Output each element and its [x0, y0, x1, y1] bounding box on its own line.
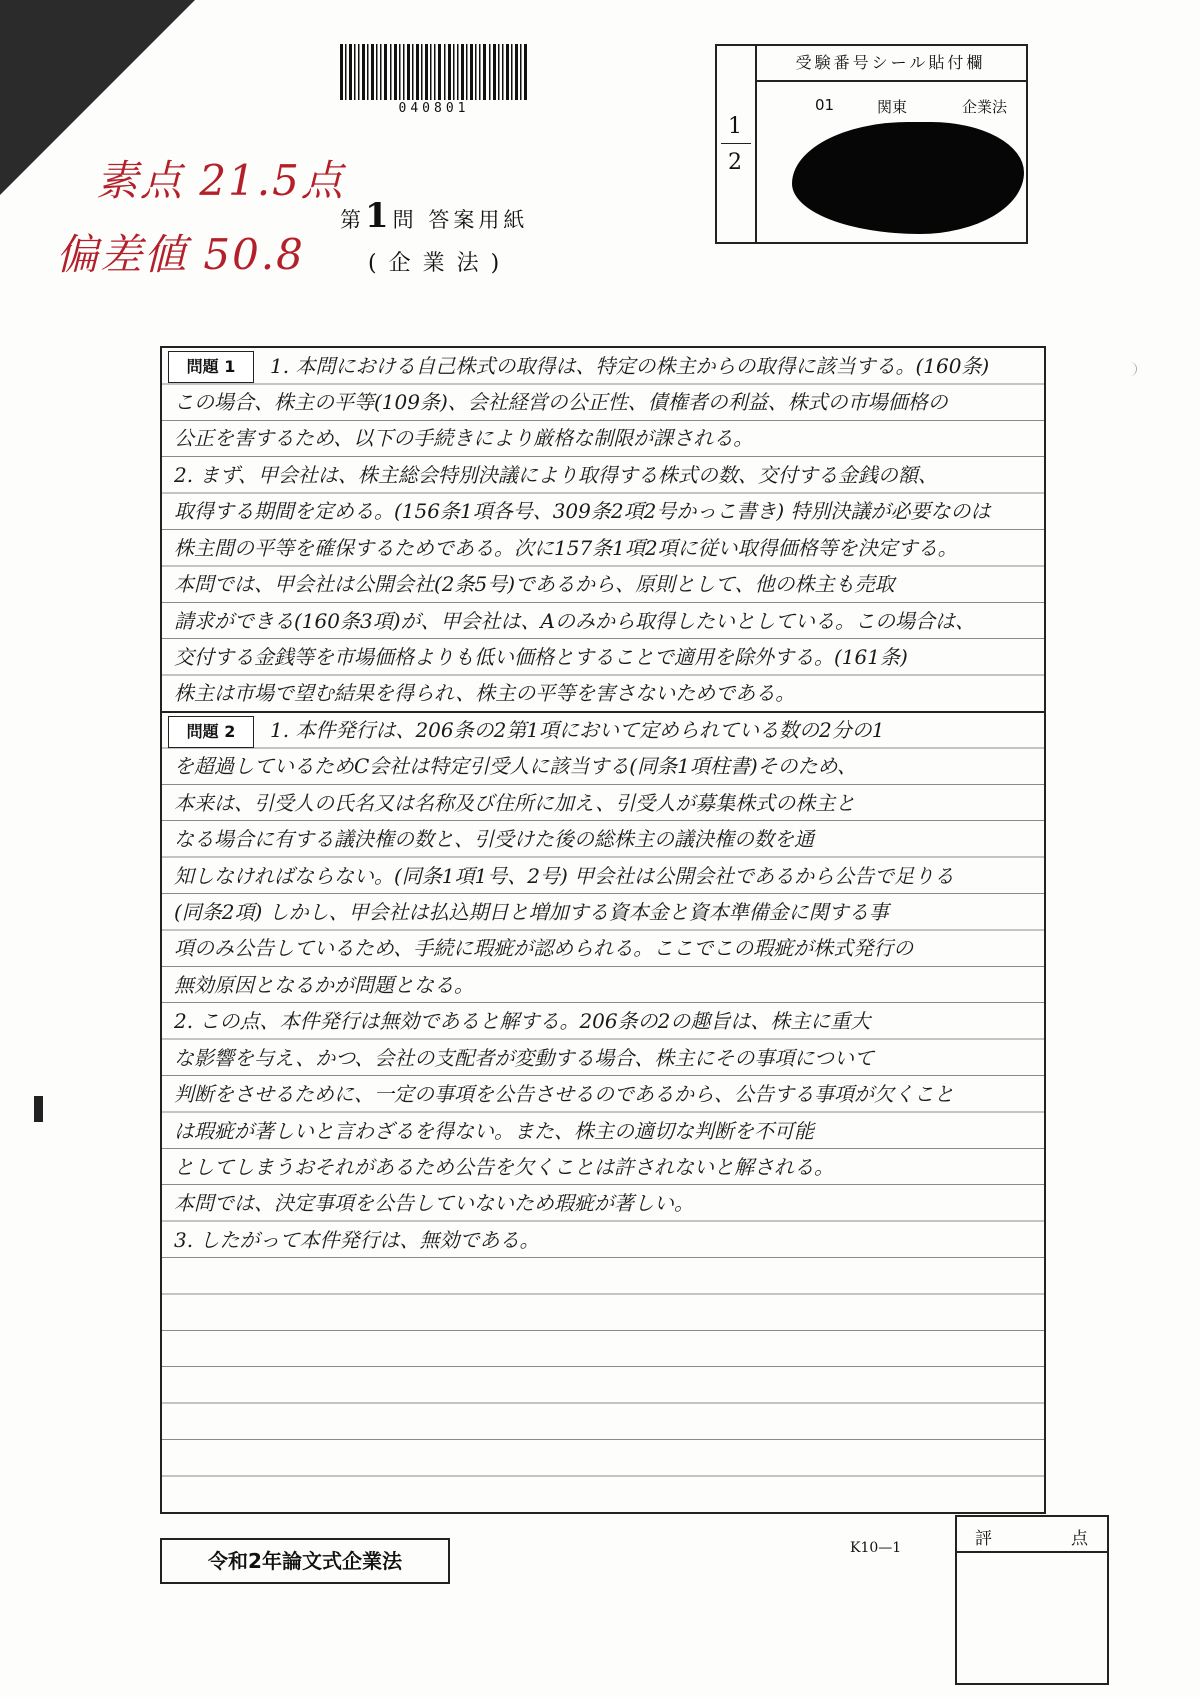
title-prefix: 第 [340, 208, 365, 232]
question-number: 1 [365, 196, 393, 236]
seal-code: 01 [815, 96, 835, 114]
score-box [955, 1515, 1109, 1685]
answer-line: 請求ができる(160条3項)が、甲会社は、Aのみから取得したいとしている。この場合は、 [174, 609, 975, 633]
form-code: K10—1 [850, 1540, 902, 1556]
barcode-number: 040801 [398, 101, 470, 116]
answer-line: としてしまうおそれがあるため公告を欠くことは許されないと解される。 [174, 1155, 834, 1179]
answer-line: 無効原因となるかが問題となる。 [174, 973, 474, 997]
answer-line: 知しなければならない。(同条1項1号、2号) 甲会社は公開会社であるから公告で足りる [174, 864, 955, 888]
subject-title: (企業法) [368, 251, 512, 276]
question-1-label: 問題 1 [168, 351, 254, 383]
answer-line: 2. まず、甲会社は、株主総会特別決議により取得する株式の数、交付する金銭の額、 [174, 463, 938, 487]
seal-region: 関東 [877, 98, 908, 116]
barcode [340, 44, 528, 100]
answer-line: 判断をさせるために、一定の事項を公告させるのであるから、公告する事項が欠くこと [174, 1082, 954, 1106]
answer-line: 交付する金銭等を市場価格よりも低い価格とすることで適用を除外する。(161条) [174, 645, 908, 669]
answer-line: 株主は市場で望む結果を得られ、株主の平等を害さないためである。 [174, 681, 796, 705]
score-label-grade: 評 [975, 1529, 992, 1549]
answer-line: 株主間の平等を確保するためである。次に157条1項2項に従い取得価格等を決定する。 [174, 536, 958, 560]
page-title [340, 196, 528, 236]
score-heading [957, 1517, 1107, 1553]
page-indicator [717, 46, 757, 242]
registration-mark [34, 1096, 43, 1122]
answer-line: 本問では、決定事項を公告していないため瑕疵が著しい。 [174, 1191, 694, 1215]
page-total: 2 [728, 150, 742, 175]
answer-line: 取得する期間を定める。(156条1項各号、309条2項2号かっこ書き) 特別決議が必要なのは [174, 499, 991, 523]
raw-score-note: 素点 21.5点 [96, 156, 345, 205]
answer-line: を超過しているためC会社は特定引受人に該当する(同条1項柱書)そのため、 [174, 754, 857, 778]
answer-line: 1. 本件発行は、206条の2第1項において定められている数の2分の1 [270, 718, 885, 742]
title-suffix: 問 答案用紙 [392, 208, 529, 232]
redaction-mark [792, 122, 1024, 234]
answer-line: この場合、株主の平等(109条)、会社経営の公正性、債権者の利益、株式の市場価格の [174, 390, 948, 414]
answer-line: な影響を与え、かつ、会社の支配者が変動する場合、株主にその事項について [174, 1046, 874, 1070]
paper-speck [1130, 362, 1137, 376]
answer-line: 3. したがって本件発行は、無効である。 [174, 1228, 540, 1252]
seal-heading: 受験番号シール貼付欄 [755, 46, 1026, 82]
answer-line: は瑕疵が著しいと言わざるを得ない。また、株主の適切な判断を不可能 [174, 1119, 814, 1143]
answer-line: 2. この点、本件発行は無効であると解する。206条の2の趣旨は、株主に重大 [174, 1009, 871, 1033]
deviation-score-note: 偏差値 50.8 [56, 230, 305, 279]
answer-line: なる場合に有する議決権の数と、引受けた後の総株主の議決権の数を通 [174, 827, 814, 851]
answer-line: (同条2項) しかし、甲会社は払込期日と増加する資本金と資本準備金に関する事 [174, 900, 889, 924]
answer-area [160, 346, 1046, 1514]
answer-line: 公正を害するため、以下の手続きにより厳格な制限が課される。 [174, 426, 754, 450]
page-current: 1 [728, 114, 742, 139]
question-2-label: 問題 2 [168, 716, 254, 748]
answer-line: 本来は、引受人の氏名又は名称及び住所に加え、引受人が募集株式の株主と [174, 791, 856, 815]
score-label-points: 点 [1071, 1529, 1088, 1549]
answer-line: 本問では、甲会社は公開会社(2条5号)であるから、原則として、他の株主も売取 [174, 572, 895, 596]
page-divider [721, 143, 751, 144]
exam-label: 令和2年論文式企業法 [160, 1538, 450, 1584]
answer-line: 1. 本問における自己株式の取得は、特定の株主からの取得に該当する。(160条) [270, 354, 990, 378]
answer-line: 項のみ公告しているため、手続に瑕疵が認められる。ここでこの瑕疵が株式発行の [174, 936, 914, 960]
seal-subject: 企業法 [962, 98, 1008, 116]
